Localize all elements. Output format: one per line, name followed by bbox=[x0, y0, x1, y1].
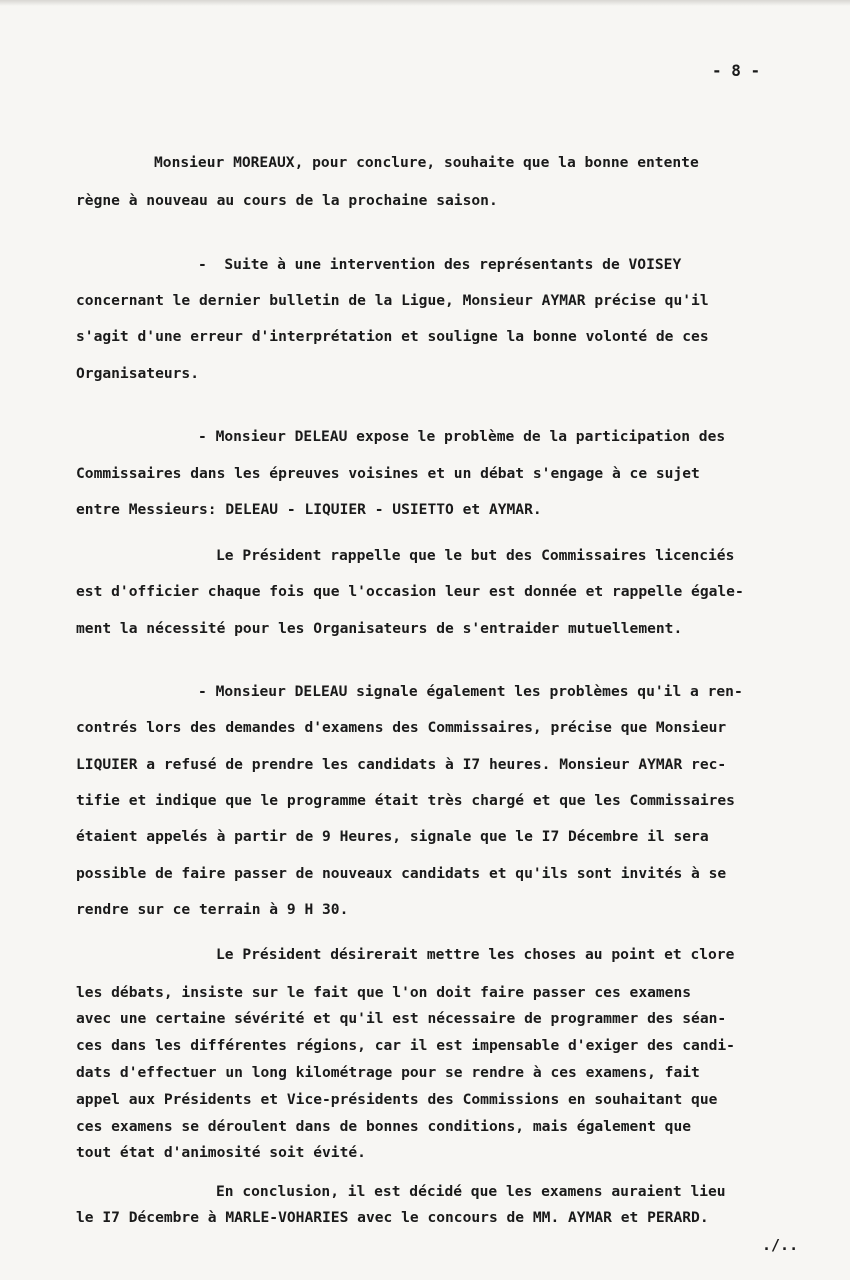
text-line: - Monsieur DELEAU expose le problème de la participation des bbox=[198, 428, 726, 445]
text-line: - Suite à une intervention des représentants de VOISEY bbox=[198, 256, 682, 273]
text-line: Le Président rappelle que le but des Commissaires licenciés bbox=[216, 547, 735, 564]
text-line: étaient appelés à partir de 9 Heures, signale que le I7 Décembre il sera bbox=[76, 828, 709, 845]
text-line: dats d'effectuer un long kilométrage pour se rendre à ces examens, fait bbox=[76, 1064, 700, 1081]
text-line: avec une certaine sévérité et qu'il est nécessaire de programmer des séan- bbox=[76, 1010, 727, 1027]
text-line: règne à nouveau au cours de la prochaine saison. bbox=[76, 192, 498, 209]
text-line: le I7 Décembre à MARLE-VOHARIES avec le concours de MM. AYMAR et PERARD. bbox=[76, 1209, 709, 1226]
text-line: tout état d'animosité soit évité. bbox=[76, 1144, 366, 1161]
text-line: s'agit d'une erreur d'interprétation et souligne la bonne volonté de ces bbox=[76, 328, 709, 345]
text-line: ces examens se déroulent dans de bonnes conditions, mais également que bbox=[76, 1118, 692, 1135]
continuation-mark: ./.. bbox=[762, 1236, 799, 1254]
page-number: - 8 - bbox=[712, 61, 761, 80]
text-line: est d'officier chaque fois que l'occasion leur est donnée et rappelle égale- bbox=[76, 583, 744, 600]
text-line: En conclusion, il est décidé que les examens auraient lieu bbox=[216, 1183, 726, 1200]
text-line: concernant le dernier bulletin de la Ligue, Monsieur AYMAR précise qu'il bbox=[76, 292, 709, 309]
text-line: entre Messieurs: DELEAU - LIQUIER - USIETTO et AYMAR. bbox=[76, 501, 542, 518]
text-line: contrés lors des demandes d'examens des Commissaires, précise que Monsieur bbox=[76, 719, 727, 736]
text-line: LIQUIER a refusé de prendre les candidats à I7 heures. Monsieur AYMAR rec- bbox=[76, 756, 727, 773]
text-line: Organisateurs. bbox=[76, 365, 200, 382]
text-line: rendre sur ce terrain à 9 H 30. bbox=[76, 901, 349, 918]
page-top-edge bbox=[0, 0, 850, 6]
text-line: Le Président désirerait mettre les choses au point et clore bbox=[216, 946, 735, 963]
text-line: ment la nécessité pour les Organisateurs de s'entraider mutuellement. bbox=[76, 620, 683, 637]
text-line: appel aux Présidents et Vice-présidents des Commissions en souhaitant que bbox=[76, 1091, 718, 1108]
text-line: les débats, insiste sur le fait que l'on doit faire passer ces examens bbox=[76, 984, 692, 1001]
text-line: possible de faire passer de nouveaux candidats et qu'ils sont invités à se bbox=[76, 865, 727, 882]
text-line: tifie et indique que le programme était très chargé et que les Commissaires bbox=[76, 792, 735, 809]
text-line: Commissaires dans les épreuves voisines et un débat s'engage à ce sujet bbox=[76, 465, 700, 482]
text-line: Monsieur MOREAUX, pour conclure, souhaite que la bonne entente bbox=[154, 154, 699, 171]
text-line: - Monsieur DELEAU signale également les problèmes qu'il a ren- bbox=[198, 683, 743, 700]
text-line: ces dans les différentes régions, car il est impensable d'exiger des candi- bbox=[76, 1037, 735, 1054]
